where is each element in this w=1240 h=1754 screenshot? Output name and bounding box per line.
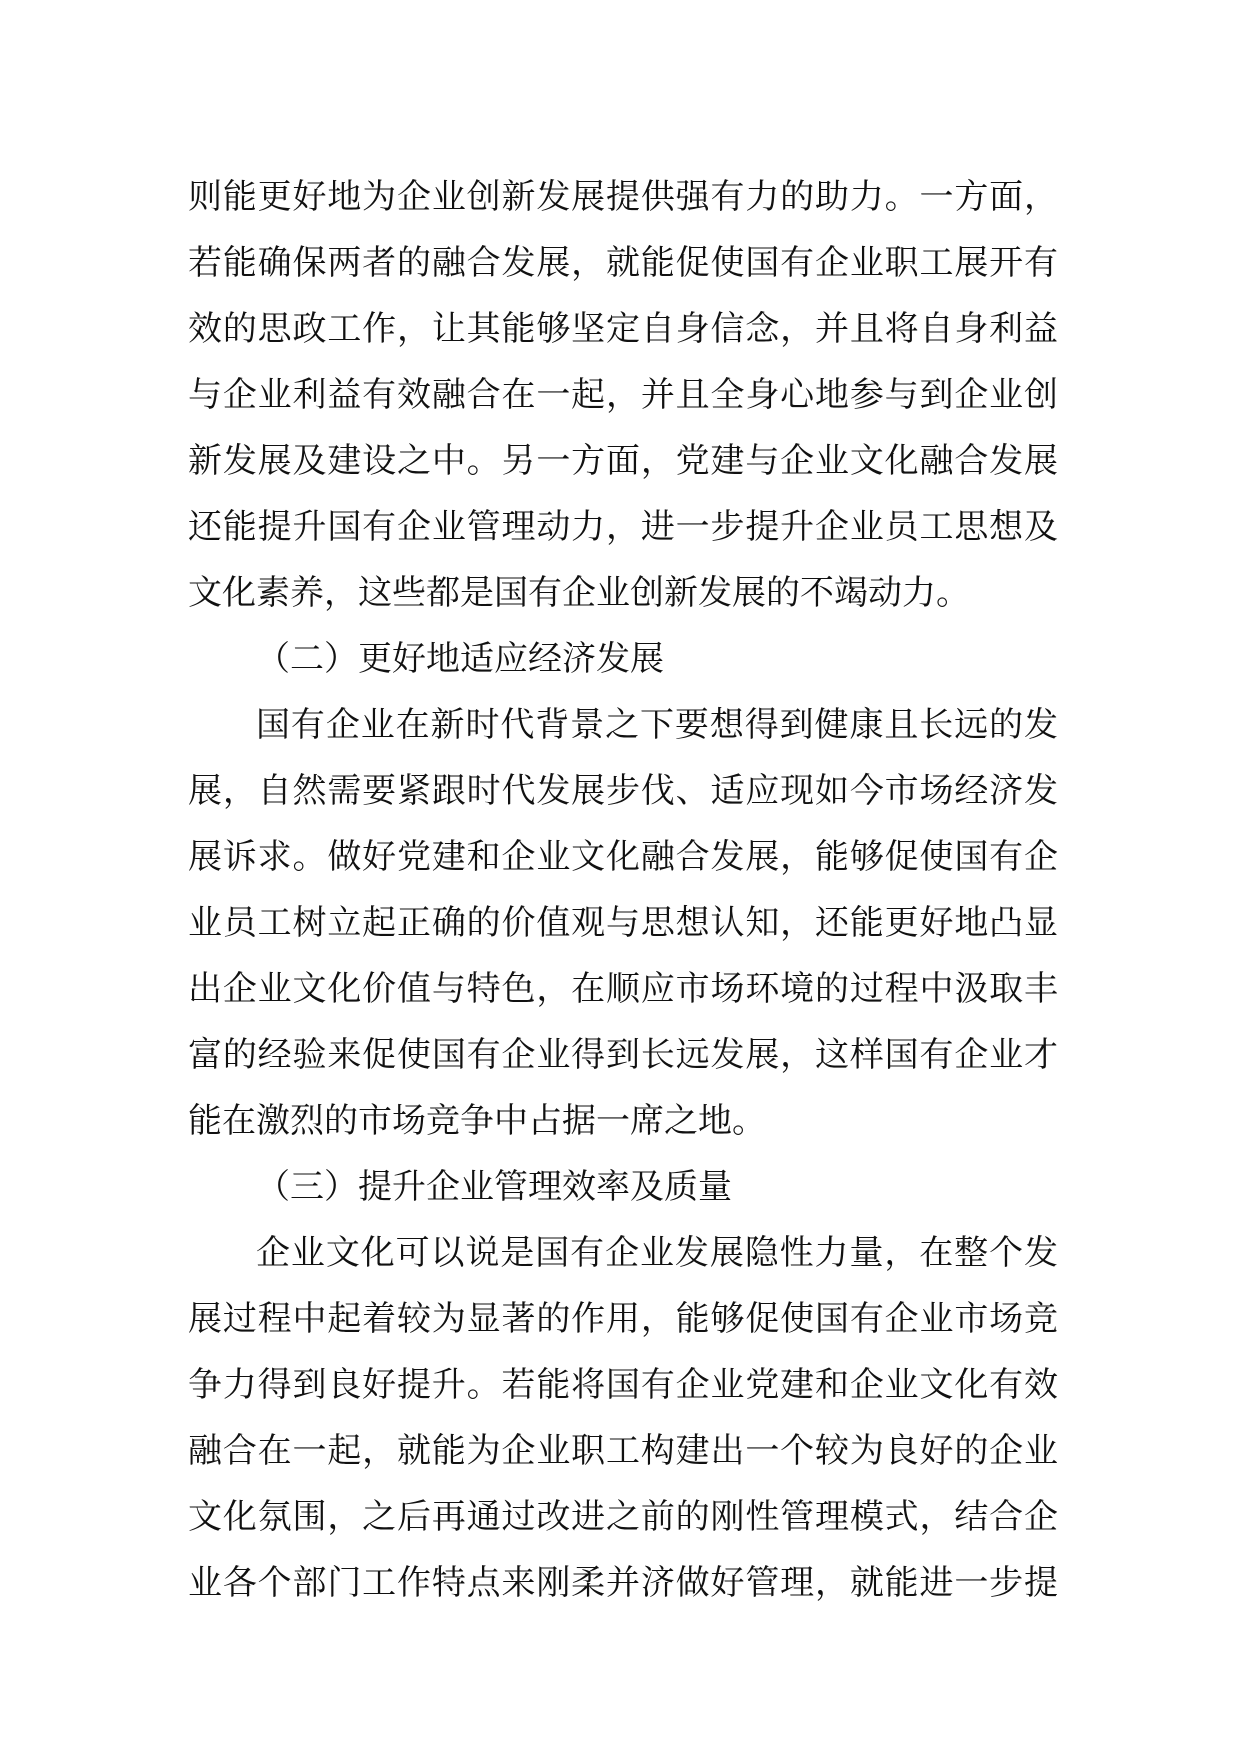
paragraph-line: 业各个部门工作特点来刚柔并济做好管理，就能进一步提 [188, 1563, 1058, 1603]
paragraph-line: 效的思政工作，让其能够坚定自身信念，并且将自身利益 [188, 309, 1058, 349]
paragraph-line: 争力得到良好提升。若能将国有企业党建和企业文化有效 [188, 1365, 1058, 1405]
paragraph-line: 展过程中起着较为显著的作用，能够促使国有企业市场竞 [188, 1299, 1058, 1339]
paragraph-line: 企业文化可以说是国有企业发展隐性力量，在整个发 [256, 1233, 1058, 1273]
paragraph-line: 新发展及建设之中。另一方面，党建与企业文化融合发展 [188, 441, 1058, 481]
paragraph-line: 出企业文化价值与特色，在顺应市场环境的过程中汲取丰 [188, 969, 1058, 1009]
paragraph-line: 文化素养，这些都是国有企业创新发展的不竭动力。 [188, 573, 970, 613]
paragraph-line: 与企业利益有效融合在一起，并且全身心地参与到企业创 [188, 375, 1058, 415]
paragraph-line: 展，自然需要紧跟时代发展步伐、适应现如今市场经济发 [188, 771, 1058, 811]
section-heading: （三）提升企业管理效率及质量 [256, 1167, 732, 1207]
paragraph-line: 融合在一起，就能为企业职工构建出一个较为良好的企业 [188, 1431, 1058, 1471]
paragraph-line: 则能更好地为企业创新发展提供强有力的助力。一方面， [188, 177, 1058, 217]
paragraph-line: 若能确保两者的融合发展，就能促使国有企业职工展开有 [188, 243, 1058, 283]
paragraph-line: 国有企业在新时代背景之下要想得到健康且长远的发 [256, 705, 1058, 745]
paragraph-line: 文化氛围，之后再通过改进之前的刚性管理模式，结合企 [188, 1497, 1058, 1537]
paragraph-line: 能在激烈的市场竞争中占据一席之地。 [188, 1101, 766, 1141]
paragraph-line: 还能提升国有企业管理动力，进一步提升企业员工思想及 [188, 507, 1058, 547]
paragraph-line: 富的经验来促使国有企业得到长远发展，这样国有企业才 [188, 1035, 1058, 1075]
section-heading: （二）更好地适应经济发展 [256, 639, 664, 679]
paragraph-line: 展诉求。做好党建和企业文化融合发展，能够促使国有企 [188, 837, 1058, 877]
paragraph-line: 业员工树立起正确的价值观与思想认知，还能更好地凸显 [188, 903, 1058, 943]
document-page [188, 164, 1058, 1616]
